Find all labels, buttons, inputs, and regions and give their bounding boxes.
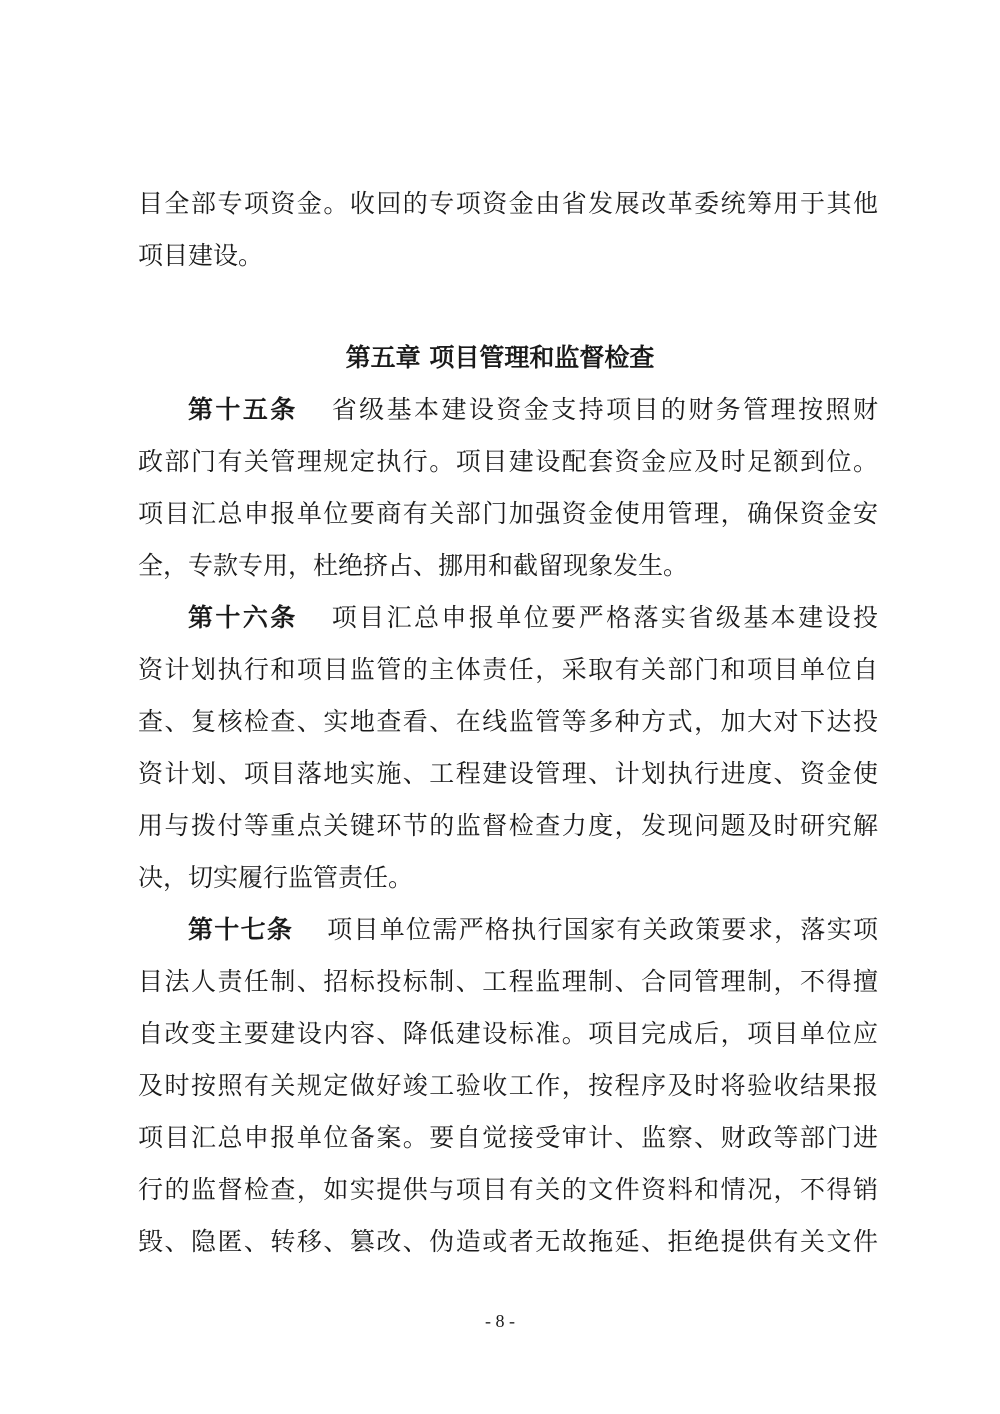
article-label: 第十五条: [188, 395, 298, 424]
body-text: 项目汇总申报单位要严格落实省级基本建设投: [331, 603, 878, 632]
body-line: 毁、隐匿、转移、篡改、伪造或者无故拖延、拒绝提供有关文件: [138, 1227, 878, 1256]
body-line: 政部门有关管理规定执行。项目建设配套资金应及时足额到位。: [138, 447, 878, 476]
body-line: 决，切实履行监管责任。: [138, 863, 414, 892]
article-15-first-line: [188, 392, 878, 428]
body-line: 及时按照有关规定做好竣工验收工作，按程序及时将验收结果报: [138, 1071, 878, 1100]
body-line: 资计划、项目落地实施、工程建设管理、计划执行进度、资金使: [138, 759, 878, 788]
article-label: 第十六条: [188, 603, 298, 632]
body-line: 全，专款专用，杜绝挤占、挪用和截留现象发生。: [138, 551, 689, 580]
body-line: 资计划执行和项目监管的主体责任，采取有关部门和项目单位自: [138, 655, 878, 684]
body-line: 行的监督检查，如实提供与项目有关的文件资料和情况，不得销: [138, 1175, 878, 1204]
article-16-first-line: [188, 600, 878, 636]
article-label: 第十七条: [188, 915, 294, 944]
body-line: 用与拨付等重点关键环节的监督检查力度，发现问题及时研究解: [138, 811, 878, 840]
body-line: 项目汇总申报单位备案。要自觉接受审计、监察、财政等部门进: [138, 1123, 878, 1152]
body-line: 目法人责任制、招标投标制、工程监理制、合同管理制，不得擅: [138, 967, 878, 996]
body-text: 项目单位需严格执行国家有关政策要求，落实项: [327, 915, 878, 944]
body-line: 目全部专项资金。收回的专项资金由省发展改革委统筹用于其他: [138, 189, 878, 218]
body-line: 查、复核检查、实地查看、在线监管等多种方式，加大对下达投: [138, 707, 878, 736]
body-line: 项目汇总申报单位要商有关部门加强资金使用管理，确保资金安: [138, 499, 878, 528]
page-number: - 8 -: [485, 1311, 515, 1331]
chapter-title: 第五章 项目管理和监督检查: [345, 343, 655, 372]
body-line: 项目建设。: [138, 241, 264, 270]
article-17-first-line: [188, 912, 878, 948]
body-text: 省级基本建设资金支持项目的财务管理按照财: [331, 395, 878, 424]
body-line: 自改变主要建设内容、降低建设标准。项目完成后，项目单位应: [138, 1019, 878, 1048]
